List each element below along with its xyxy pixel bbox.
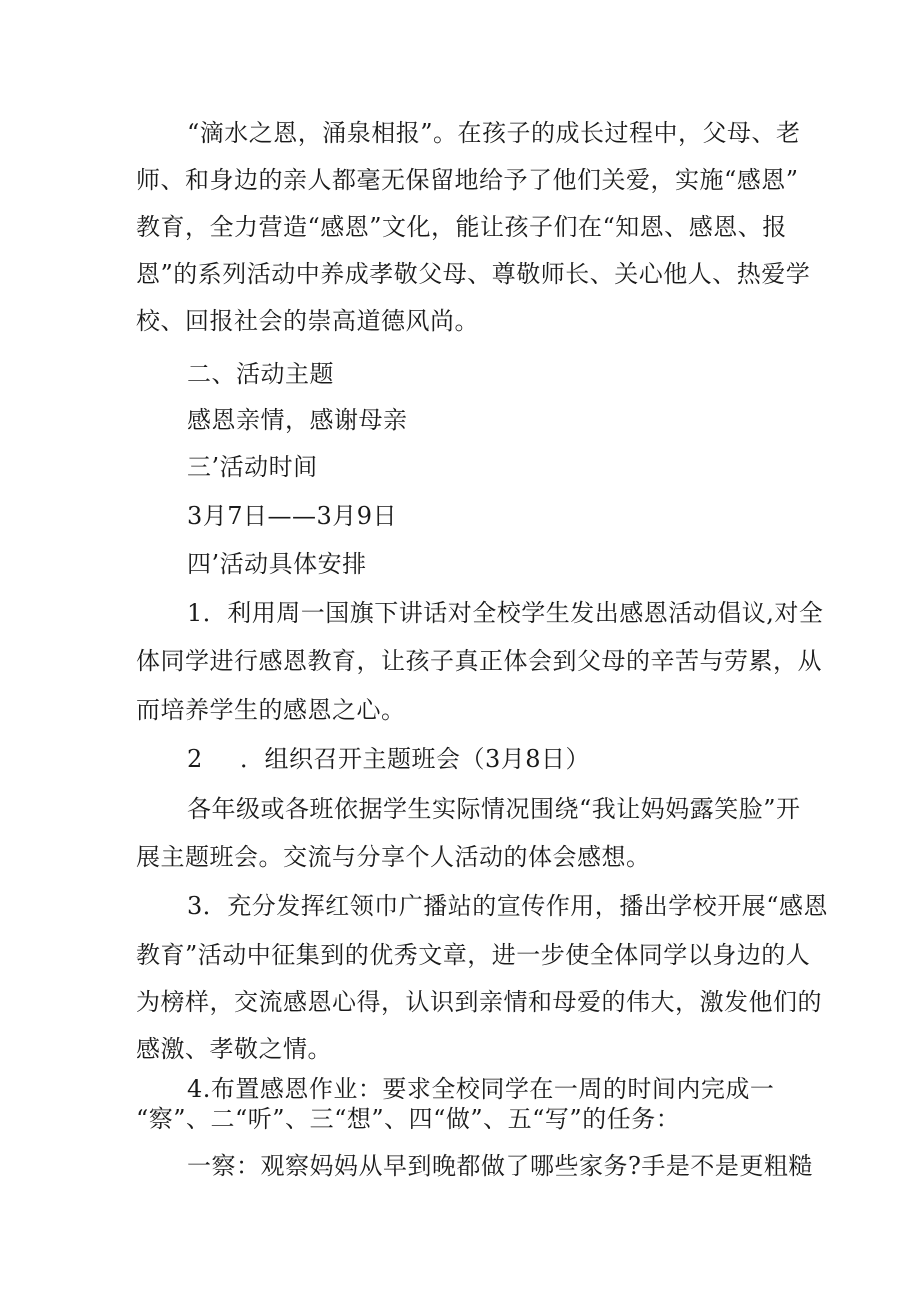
section-3-heading: 三’活动时间 [187,453,318,481]
item-2-body-line-1: 各年级或各班依据学生实际情况围绕“我让妈妈露笑脸”开 [187,795,801,823]
paragraph-1-line-3: 教育，全力营造“感恩”文化，能让孩子们在“知恩、感恩、报 [136,213,787,241]
item-4-line-1: 4.布置感恩作业：要求全校同学在一周的时间内完成一 [187,1075,775,1103]
task-1-line-1: 一察：观察妈妈从早到晚都做了哪些家务?手是不是更粗糙 [187,1152,813,1180]
item-4-line-2: “察”、二“听”、三“想”、四“做”、五“写”的任务： [136,1105,681,1133]
paragraph-1-line-2: 师、和身边的亲人都毫无保留地给予了他们关爱，实施“感恩” [136,166,799,194]
item-1-line-2: 体同学进行感恩教育，让孩子真正体会到父母的辛苦与劳累，从 [136,647,822,675]
paragraph-1-line-4: 恩”的系列活动中养成孝敬父母、尊敬师长、关心他人、热爱学 [136,260,811,288]
item-1-line-1: 1．利用周一国旗下讲话对全校学生发出感恩活动倡议,对全 [187,599,824,627]
item-3-line-2: 教育”活动中征集到的优秀文章，进一步使全体同学以身边的人 [136,941,811,969]
paragraph-1-line-1: “滴水之恩，涌泉相报”。在孩子的成长过程中，父母、老 [187,119,801,147]
item-2-number: 2 [187,745,203,773]
item-2-body-line-2: 展主题班会。交流与分享个人活动的体会感想。 [136,843,651,871]
section-4-heading: 四’活动具体安排 [187,550,367,578]
section-2-body: 感恩亲情，感谢母亲 [187,406,408,434]
section-2-heading: 二、活动主题 [187,360,334,388]
paragraph-1-line-5: 校、回报社会的崇高道德风尚。 [136,307,479,335]
section-3-body: 3月7日——3月9日 [187,502,398,530]
item-3-line-3: 为榜样，交流感恩心得，认识到亲情和母爱的伟大，激发他们的 [136,988,822,1016]
item-2-title: ．组织召开主题班会（3月8日） [240,745,591,773]
item-3-line-1: 3．充分发挥红领巾广播站的宣传作用，播出学校开展“感恩 [187,892,829,920]
item-3-line-4: 感激、孝敬之情。 [136,1035,332,1063]
item-1-line-3: 而培养学生的感恩之心。 [136,696,406,724]
